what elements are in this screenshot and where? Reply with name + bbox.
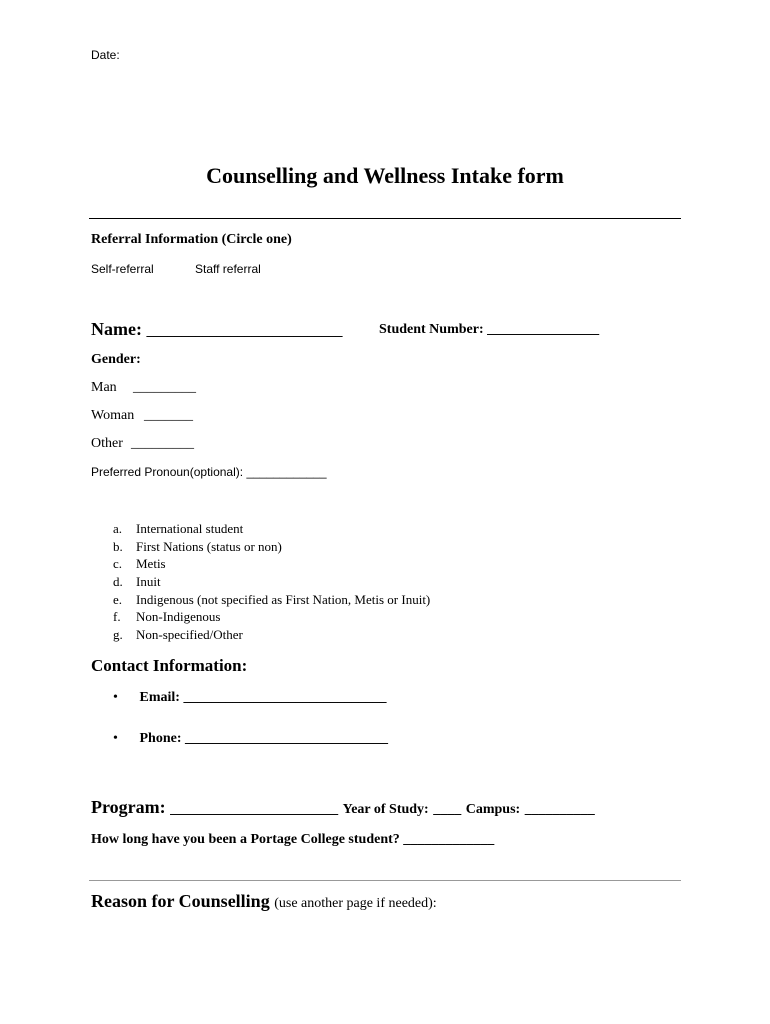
gender-option-other	[91, 436, 123, 452]
gender-woman-field[interactable]: _______	[144, 408, 193, 423]
list-item[interactable]	[91, 556, 430, 574]
reason-row	[91, 891, 437, 912]
list-item-letter: a.	[113, 521, 123, 536]
how-long-row	[91, 832, 494, 848]
gender-man-field[interactable]: _________	[133, 380, 196, 395]
phone-label: Phone:	[139, 731, 182, 746]
list-item-text: Non-specified/Other	[136, 627, 243, 643]
pronoun-field[interactable]: ____________	[246, 465, 327, 479]
bullet-icon: •	[113, 731, 118, 746]
gender-option-woman	[91, 408, 134, 424]
list-item-letter: f.	[113, 609, 121, 625]
gender-heading: Gender:	[91, 352, 141, 367]
email-row	[91, 690, 386, 706]
phone-field[interactable]: _____________________________	[185, 731, 388, 746]
bullet-icon: •	[113, 690, 118, 705]
program-field[interactable]: ________________________	[170, 802, 339, 817]
list-item-text: International student	[136, 521, 244, 536]
list-item[interactable]	[91, 609, 430, 627]
list-item-text: Indigenous (not specified as First Nation, Metis or Inuit)	[136, 591, 431, 607]
list-item-letter: d.	[113, 574, 123, 590]
name-field[interactable]: ____________________________	[146, 324, 343, 339]
reason-heading: Reason for Counselling	[91, 891, 270, 911]
referral-heading: Referral Information (Circle one)	[91, 232, 292, 247]
student-number-field[interactable]: ________________	[487, 322, 600, 337]
date-label: Date:	[91, 48, 120, 62]
how-long-label: How long have you been a Portage College student?	[91, 832, 400, 847]
phone-row	[91, 731, 388, 747]
program-label: Program:	[91, 797, 166, 817]
name-row	[91, 319, 342, 340]
list-item[interactable]	[91, 592, 430, 610]
list-item-letter: c.	[113, 556, 123, 572]
list-item[interactable]	[91, 627, 430, 645]
year-label: Year of Study:	[342, 802, 429, 817]
list-item-text: Non-Indigenous	[136, 609, 221, 625]
list-item[interactable]	[91, 574, 430, 592]
program-row	[91, 797, 595, 818]
gender-option-label: Man	[91, 380, 117, 395]
campus-label: Campus:	[465, 802, 521, 817]
gender-option-man	[91, 380, 117, 396]
title-divider	[89, 218, 681, 219]
email-label: Email:	[139, 690, 180, 705]
list-item-letter: g.	[113, 627, 123, 643]
referral-option-staff[interactable]: Staff referral	[195, 262, 261, 276]
list-item-text: Metis	[136, 556, 166, 572]
identity-list	[91, 521, 430, 645]
list-item-text: Inuit	[136, 574, 161, 590]
list-item[interactable]	[91, 539, 430, 557]
list-item-letter: e.	[113, 591, 123, 607]
form-title: Counselling and Wellness Intake form	[206, 163, 564, 188]
campus-field[interactable]: __________	[524, 802, 595, 817]
gender-other-field[interactable]: _________	[131, 436, 194, 451]
list-item-text: First Nations (status or non)	[136, 538, 282, 554]
referral-option-self[interactable]: Self-referral	[91, 262, 154, 276]
gender-option-label: Woman	[91, 408, 135, 423]
list-item[interactable]	[91, 521, 430, 539]
pronoun-row	[91, 465, 327, 479]
list-item-letter: b.	[113, 538, 123, 554]
student-number-row	[379, 322, 599, 338]
pronoun-label: Preferred Pronoun(optional):	[91, 465, 244, 479]
student-number-label: Student Number:	[379, 322, 484, 337]
how-long-field[interactable]: _____________	[403, 832, 495, 847]
section-divider	[89, 880, 681, 881]
year-field[interactable]: ____	[433, 802, 462, 817]
contact-heading: Contact Information:	[91, 656, 248, 675]
email-field[interactable]: _____________________________	[183, 690, 387, 705]
reason-note: (use another page if needed):	[274, 896, 437, 911]
gender-option-label: Other	[91, 436, 123, 451]
name-label: Name:	[91, 319, 142, 339]
